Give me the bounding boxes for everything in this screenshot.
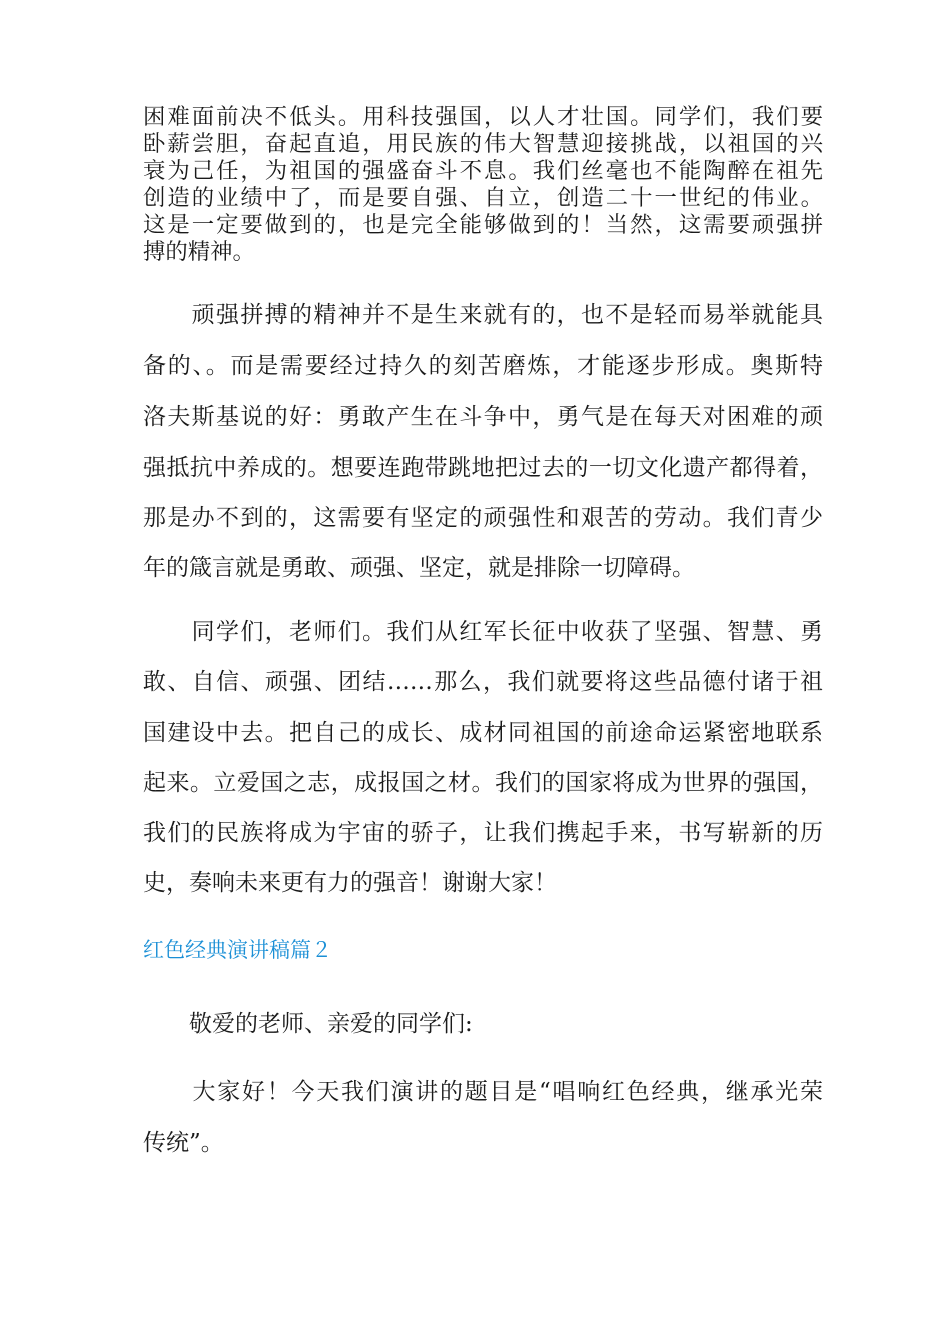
- text-line: 备的、。而是需要经过持久的刻苦磨炼，才能逐步形成。奥斯特: [143, 353, 823, 379]
- text-line: 顽强拼搏的精神并不是生来就有的，也不是轻而易举就能具: [143, 302, 823, 328]
- text-line: 敢、自信、顽强、团结……那么，我们就要将这些品德付诸于祖: [143, 669, 823, 695]
- text-line: 这是一定要做到的，也是完全能够做到的！当然，这需要顽强拼: [143, 212, 823, 238]
- text-line: 大家好！今天我们演讲的题目是“唱响红色经典，继承光荣: [143, 1079, 823, 1105]
- text-line: 国建设中去。把自己的成长、成材同祖国的前途命运紧密地联系: [143, 720, 823, 746]
- text-line: 那是办不到的，这需要有坚定的顽强性和艰苦的劳动。我们青少: [143, 505, 823, 531]
- text-line: 史，奏响未来更有力的强音！谢谢大家！: [143, 870, 557, 896]
- text-line: 同学们，老师们。我们从红军长征中收获了坚强、智慧、勇: [143, 619, 823, 645]
- text-line: 困难面前决不低头。用科技强国，以人才壮国。同学们，我们要: [143, 104, 823, 130]
- section-heading: 红色经典演讲稿篇２: [143, 938, 332, 962]
- text-line: 搏的精神。: [143, 239, 255, 265]
- salutation: 敬爱的老师、亲爱的同学们:: [143, 1011, 473, 1037]
- text-line: 起来。立爱国之志，成报国之材。我们的国家将成为世界的强国，: [143, 770, 823, 796]
- text-line: 我们的民族将成为宇宙的骄子，让我们携起手来，书写崭新的历: [143, 820, 823, 846]
- text-line: 传统”。: [143, 1130, 224, 1156]
- text-line: 年的箴言就是勇敢、顽强、坚定，就是排除一切障碍。: [143, 555, 695, 581]
- text-line: 创造的业绩中了，而是要自强、自立，创造二十一世纪的伟业。: [143, 185, 823, 211]
- text-line: 衰为己任，为祖国的强盛奋斗不息。我们丝毫也不能陶醉在祖先: [143, 158, 823, 184]
- text-line: 强抵抗中养成的。想要连跑带跳地把过去的一切文化遗产都得着，: [143, 455, 823, 481]
- text-line: 洛夫斯基说的好：勇敢产生在斗争中，勇气是在每天对困难的顽: [143, 404, 823, 430]
- text-line: 卧薪尝胆，奋起直追，用民族的伟大智慧迎接挑战，以祖国的兴: [143, 131, 823, 157]
